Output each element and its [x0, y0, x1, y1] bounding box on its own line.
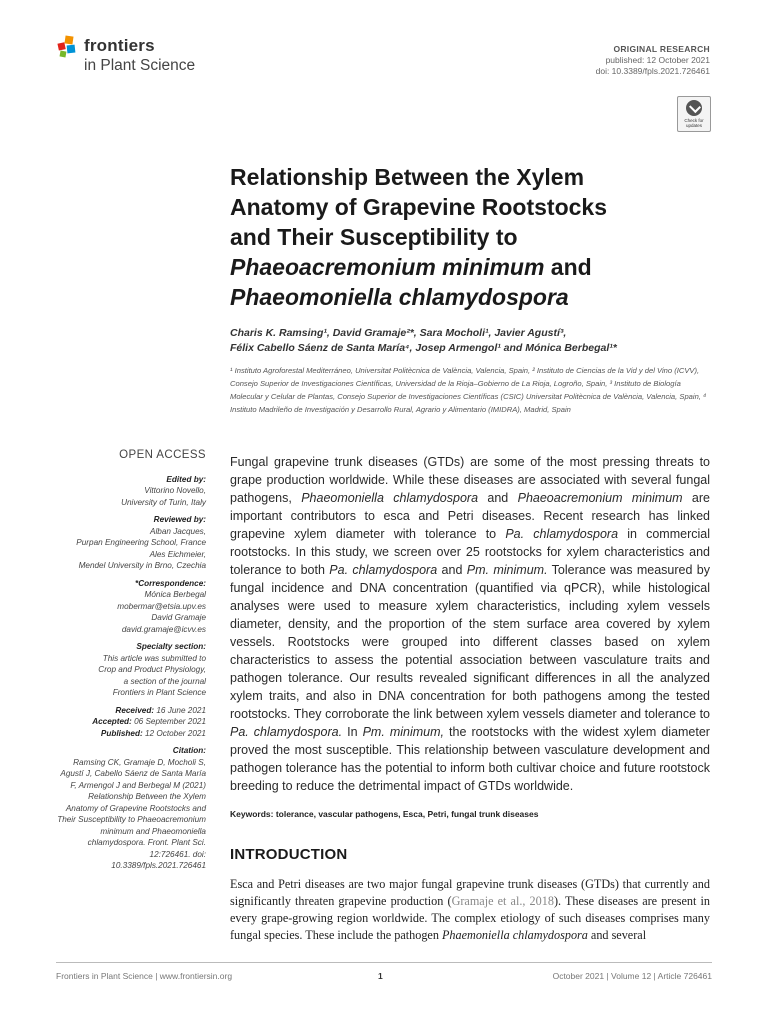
- received-date: Received: 16 June 2021: [115, 705, 206, 715]
- title-line: Anatomy of Grapevine Rootstocks: [230, 194, 608, 220]
- citation-heading: Citation:: [172, 746, 206, 755]
- corresponding-author: Mónica Berbegal: [144, 590, 206, 599]
- editor-name: Vittorino Novello,: [144, 486, 206, 495]
- article-dates: [56, 705, 206, 740]
- corresponding-email[interactable]: david.gramaje@icvv.es: [121, 624, 206, 634]
- check-for-updates-badge[interactable]: [677, 96, 711, 132]
- title-line: and Their Susceptibility to: [230, 224, 518, 250]
- specialty-text: Frontiers in Plant Science: [112, 688, 206, 697]
- specialty-text: This article was submitted to: [102, 653, 206, 663]
- article-doi[interactable]: doi: 10.3389/fpls.2021.726461: [595, 66, 710, 76]
- article-type: ORIGINAL RESEARCH: [613, 44, 710, 54]
- journal-name-line2: in Plant Science: [84, 57, 196, 74]
- published-date-sidebar: Published: 12 October 2021: [100, 728, 206, 738]
- reviewer-name: Alban Jacques,: [150, 526, 206, 536]
- reviewer-affiliation: Purpan Engineering School, France: [76, 538, 206, 547]
- reviewer-affiliation: Mendel University in Brno, Czechia: [78, 561, 206, 570]
- footer-volume: October 2021 | Volume 12 | Article 726461: [552, 971, 712, 981]
- author-line: Félix Cabello Sáenz de Santa María⁴, Josep Armengol¹ and Mónica Berbegal¹*: [230, 342, 617, 354]
- specialty-text: Crop and Product Physiology,: [98, 665, 206, 674]
- author-list: [230, 326, 710, 356]
- author-line: Charis K. Ramsing¹, David Gramaje²*, Sara Mocholi¹, Javier Agustí³,: [230, 327, 567, 339]
- page-number: 1: [378, 971, 383, 981]
- check-updates-label: Check for updates: [684, 118, 704, 128]
- reviewer-name: Ales Eichmeier,: [149, 549, 206, 559]
- article-meta: [596, 44, 710, 77]
- article-info-sidebar: [56, 450, 206, 876]
- specialty-heading: Specialty section:: [136, 642, 206, 651]
- corresponding-email[interactable]: mobermar@etsia.upv.es: [117, 601, 206, 611]
- footer-divider: [56, 962, 712, 963]
- edited-by-heading: Edited by:: [166, 474, 206, 484]
- frontiers-logo-icon: [56, 34, 80, 60]
- editor-affiliation: University of Turin, Italy: [121, 497, 206, 507]
- specialty-text: a section of the journal: [123, 676, 206, 686]
- title-line: Phaeomoniella chlamydospora: [230, 284, 569, 310]
- article-title: [230, 162, 710, 312]
- accepted-date: Accepted: 06 September 2021: [92, 717, 206, 726]
- check-updates-icon: [686, 100, 702, 116]
- introduction-text: Esca and Petri diseases are two major fungal grapevine trunk diseases (GTDs) that currently and significantly threaten grapevine production (Gramaje et al., 2018). These diseases are present in every grape-growing region worldwide. The complex etiology of such diseases comprises many fungal species. These include the pathogen Phaemoniella chlamydospora and several: [230, 877, 710, 942]
- keywords: Keywords: tolerance, vascular pathogens, Esca, Petri, fungal trunk diseases: [230, 809, 539, 819]
- journal-logo[interactable]: [56, 34, 256, 80]
- footer-journal[interactable]: Frontiers in Plant Science | www.frontiersin.org: [56, 971, 233, 981]
- affiliations: ¹ Instituto Agroforestal Mediterráneo, Universitat Politècnica de València, Valencia, Spain, ² Instituto de Ciencias de la Vid y del Vino (ICVV), Consejo Superior de Investigaciones Científicas, Universidad de la Rioja–Gobierno de La Rioja, Logroño, Spain, ³ Instituto de Biología Molecular y Celular de Plantas, Consejo Superior de Investigaciones Científicas (CSIC) Universitat Politècnica de València, Valencia, Spain, ⁴ Instituto Madrileño de Investigación y Desarrollo Rural, Agrario y Alimentario (IMIDRA), Madrid, Spain: [230, 366, 707, 414]
- introduction-heading: INTRODUCTION: [230, 846, 348, 863]
- journal-name-line1: frontiers: [84, 36, 155, 55]
- title-line: Relationship Between the Xylem: [230, 164, 585, 190]
- title-line: Phaeoacremonium minimum and: [230, 254, 592, 280]
- corresponding-author: David Gramaje: [151, 613, 206, 622]
- citation-text: Ramsing CK, Gramaje D, Mocholi S, Agustí J, Cabello Sáenz de Santa María F, Armengol J and Berbegal M (2021) Relationship Between the Xylem Anatomy of Grapevine Rootstocks and Their Susceptibility to Phaeoacremonium minimum and Phaeomoniella chlamydospora. Front. Plant Sci. 12:726461. doi: 10.3389/fpls.2021.726461: [57, 757, 206, 870]
- citation-link[interactable]: Gramaje et al., 2018: [451, 894, 554, 908]
- open-access-label: OPEN ACCESS: [119, 449, 206, 461]
- abstract: Fungal grapevine trunk diseases (GTDs) are some of the most pressing threats to grape production worldwide. While these diseases are associated with several fungal pathogens, Phaeomoniella chlamydospora and Phaeoacremonium minimum are important contributors to esca and Petri diseases. Recent research has linked grapevine xylem diameter with tolerance to Pa. chlamydospora in commercial rootstocks. In this study, we screen over 25 rootstocks for xylem characteristics and tolerance to both Pa. chlamydospora and Pm. minimum. Tolerance was measured by fungal incidence and DNA concentration (quantified via qPCR), while histological analyses were used to measure xylem characteristics, including xylem vessels diameter, density, and the proportion of the stem surface area covered by xylem vessels. Rootstocks were grouped into different classes based on xylem characteristics to assess the potential association between vasculature traits and pathogen tolerance. Our results revealed significant differences in all the analyzed xylem traits, and also in DNA concentration for both pathogens among the tested rootstocks. They corroborate the link between xylem vessels diameter and tolerance to Pa. chlamydospora. In Pm. minimum, the rootstocks with the widest xylem diameter proved the most susceptible. This relationship between vasculature development and pathogen tolerance has the potential to inform both cultivar choice and future rootstock breeding to reduce the detrimental impact of GTDs worldwide.: [230, 455, 710, 793]
- published-date: published: 12 October 2021: [605, 55, 710, 65]
- reviewed-by-heading: Reviewed by:: [153, 515, 206, 524]
- correspondence-heading: *Correspondence:: [135, 578, 206, 588]
